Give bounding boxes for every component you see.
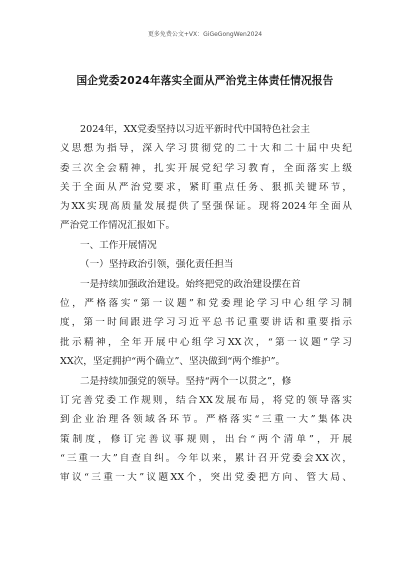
paragraph-line: 义思想为指导，深入学习贯彻党的二十大和二十届中央纪: [60, 143, 352, 154]
section-heading: 一、工作开展情况: [80, 240, 157, 251]
paragraph-line: 为XX实现高质量发展提供了坚强保证。现将2024年全面从: [60, 201, 352, 212]
paragraph-line: 到企业治理各领域各环节。严格落实“三重一大”集体决: [60, 414, 352, 425]
paragraph-line: 批示精神，全年开展中心组学习XX次，“第一议题”学习: [60, 337, 352, 348]
paragraph-line: XX次，坚定拥护“两个确立”、坚决做到“两个维护”。: [60, 356, 286, 367]
header-note: 更多免费公文+VX：GiGeGongWen2024: [147, 31, 263, 38]
paragraph-line: 策制度，修订完善议事规则，出台“两个清单”，开展: [60, 434, 352, 445]
paragraph-line: 一是持续加强政治建设。始终把党的政治建设摆在首: [80, 279, 301, 290]
document-title: 国企党委2024年落实全面从严治党主体责任情况报告: [76, 75, 334, 87]
paragraph-line: 位，严格落实“第一议题”和党委理论学习中心组学习制: [60, 298, 352, 309]
paragraph-line: “三重一大”自查自纠。今年以来，累计召开党委会XX次，: [60, 453, 352, 464]
paragraph-line: 委三次全会精神，扎实开展党纪学习教育，全面落实上级: [60, 163, 352, 174]
paragraph-line: 订完善党委工作规则，结合XX发展布局，将党的领导落实: [60, 395, 352, 406]
paragraph-line: 审议“三重一大”议题XX个，突出党委把方向、管大局、: [60, 472, 352, 483]
paragraph-line: 度，第一时间跟进学习习近平总书记重要讲话和重要指示: [60, 317, 352, 328]
paragraph-line: 2024年，XX党委坚持以习近平新时代中国特色社会主: [80, 124, 310, 135]
subsection-heading: （一）坚持政治引领，强化责任担当: [80, 259, 234, 270]
paragraph-line: 关于全面从严治党要求，紧盯重点任务、狠抓关键环节，: [60, 182, 352, 193]
paragraph-line: 严治党工作情况汇报如下。: [60, 220, 176, 231]
paragraph-line: 二是持续加强党的领导。坚持“两个一以贯之”，修: [80, 376, 292, 387]
